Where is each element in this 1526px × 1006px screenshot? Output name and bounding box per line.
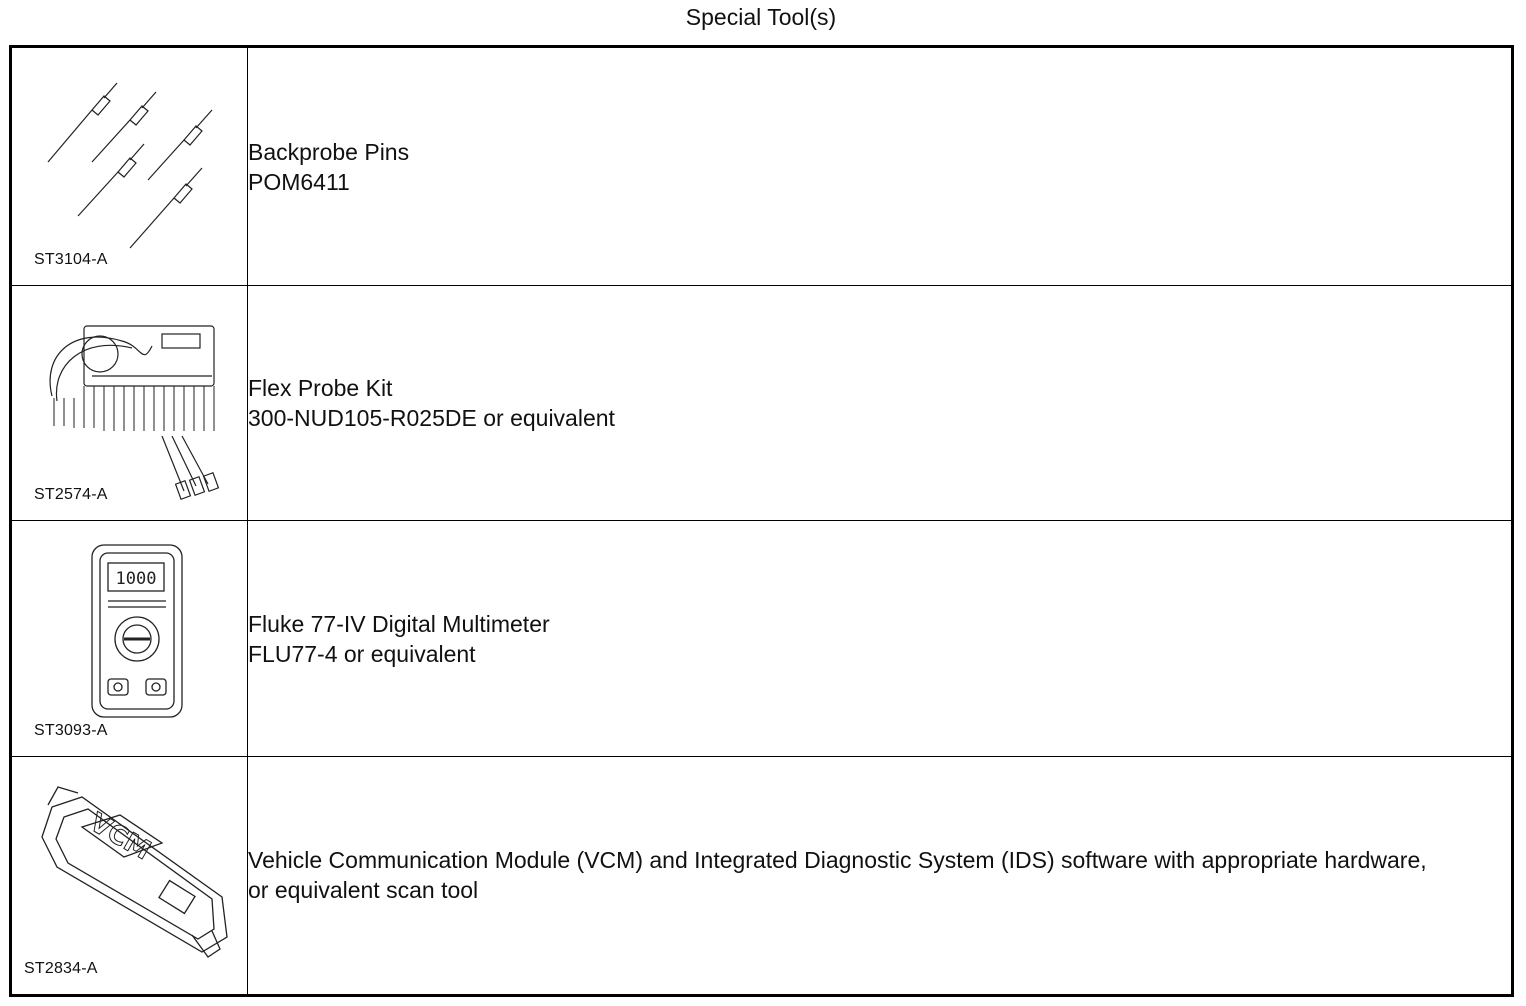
tool-code: ST2574-A [34,486,108,504]
tool-illustration-cell [11,521,248,756]
table-row [11,521,1513,756]
multimeter-display-text: 1000 [115,569,157,590]
tool-description-cell [248,521,1513,756]
page-title: Special Tool(s) [685,4,837,30]
tool-code: ST3104-A [34,251,108,269]
table-row [11,47,1513,286]
tool-code: ST2834-A [24,960,98,977]
tool-code: ST3093-A [34,721,108,739]
vcm-module-icon [12,757,247,993]
tool-description-cell [248,756,1513,995]
tool-illustration-cell [11,286,248,521]
tool-part-number: FLU77-4 or equivalent [248,640,476,667]
tool-part-number: 300-NUD105-R025DE or equivalent [248,405,615,432]
special-tools-table [9,45,1514,997]
table-row [11,756,1513,995]
tool-description-cell [248,286,1513,521]
tool-name: Fluke 77-IV Digital Multimeter [248,610,550,637]
tool-illustration-cell [11,47,248,286]
tool-description: Vehicle Communication Module (VCM) and Integrated Diagnostic System (IDS) software with appropriate hardware, or equivalent scan tool [248,847,1427,904]
tool-illustration-cell [11,756,248,995]
table-row [11,286,1513,521]
backprobe-pins-icon [12,48,247,284]
tool-name: Flex Probe Kit [248,375,393,402]
vcm-label: VCM [84,807,156,867]
tool-part-number: POM6411 [248,168,350,195]
tool-name: Backprobe Pins [248,138,410,165]
tool-description-cell [248,47,1513,286]
